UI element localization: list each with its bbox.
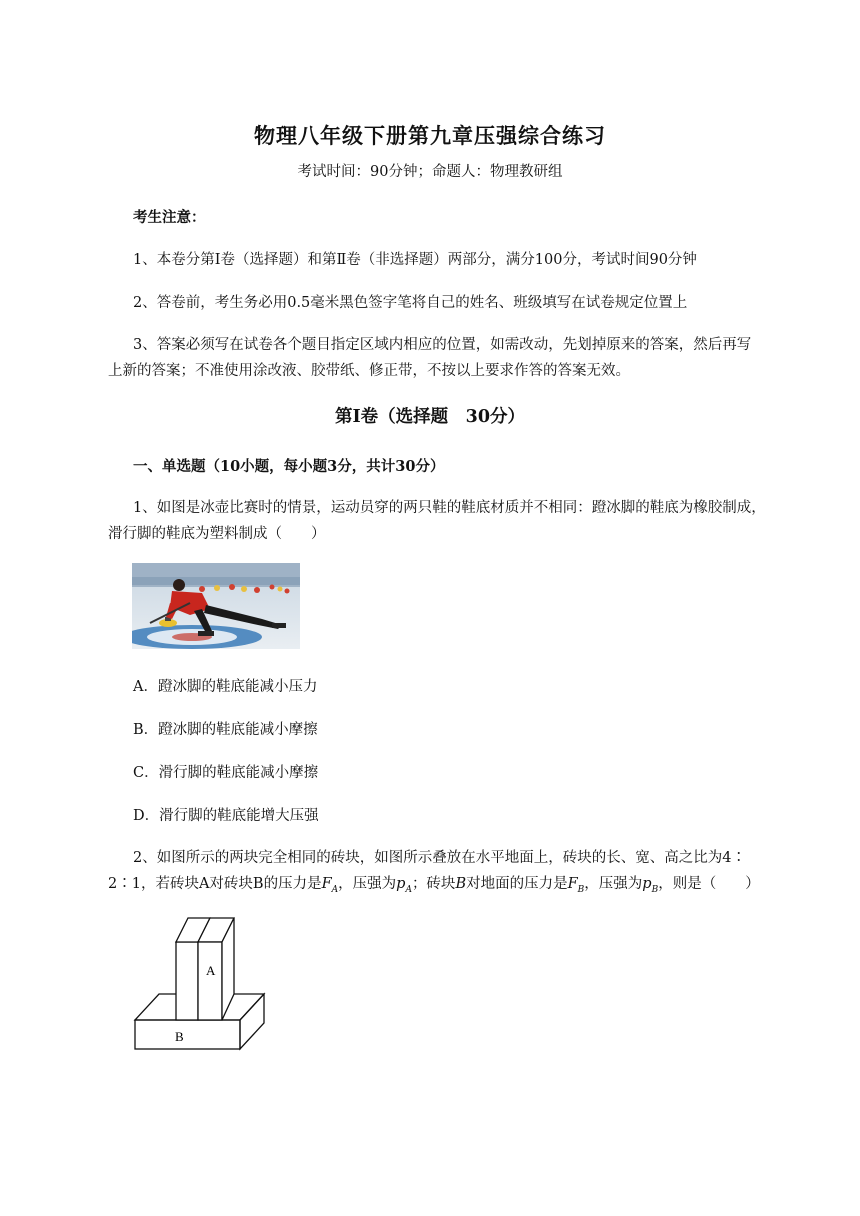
notice-item-2: 2、答卷前，考生务必用0.5毫米黑色签字笔将自己的姓名、班级填写在试卷规定位置上 <box>133 295 688 311</box>
exam-subtitle: 考试时间：90分钟；命题人：物理教研组 <box>297 164 563 180</box>
question-1-option-b[interactable]: B．蹬冰脚的鞋底能减小摩擦 <box>133 722 318 738</box>
question-1-option-d[interactable]: D．滑行脚的鞋底能增大压强 <box>133 808 319 824</box>
question-1-option-a[interactable]: A．蹬冰脚的鞋底能减小压力 <box>133 679 318 695</box>
brick-stack-illustration <box>133 912 268 1052</box>
curling-photo <box>132 563 300 649</box>
notice-item-3: 3、答案必须写在试卷各个题目指定区域内相应的位置，如需改动，先划掉原来的答案，然后再写 <box>133 337 752 353</box>
brick-label-b: B <box>175 1029 184 1044</box>
question-2-line2: 2∶1，若砖块A对砖块B的压力是$F_A$，压强为$p_A$；砖块B对地面的压力是$F_B$，压强为$p_B$，则是（ ） <box>108 876 760 895</box>
brick-label-a: A <box>206 963 216 978</box>
question-2-line1: 2、如图所示的两块完全相同的砖块，如图所示叠放在水平地面上，砖块的长、宽、高之比为4∶ <box>133 850 746 866</box>
curling-illustration <box>132 563 300 649</box>
notice-heading: 考生注意： <box>133 209 206 226</box>
exam-title: 物理八年级下册第九章压强综合练习 <box>254 123 606 148</box>
question-1-line1: 1、如图是冰壶比赛时的情景，运动员穿的两只鞋的鞋底材质并不相同：蹬冰脚的鞋底为橡胶制成， <box>133 500 766 516</box>
notice-item-3-cont: 上新的答案；不准使用涂改液、胶带纸、修正带，不按以上要求作答的答案无效。 <box>108 363 630 379</box>
question-1-option-c[interactable]: C．滑行脚的鞋底能减小摩擦 <box>133 765 319 781</box>
part-heading: 一、单选题（10小题，每小题3分，共计30分） <box>133 458 445 475</box>
notice-item-1: 1、本卷分第Ⅰ卷（选择题）和第Ⅱ卷（非选择题）两部分，满分100分，考试时间90分钟 <box>133 252 697 268</box>
brick-diagram <box>133 912 268 1052</box>
question-1-line2: 滑行脚的鞋底为塑料制成（ ） <box>108 526 326 542</box>
section-title: 第Ⅰ卷（选择题 30分） <box>334 407 526 427</box>
